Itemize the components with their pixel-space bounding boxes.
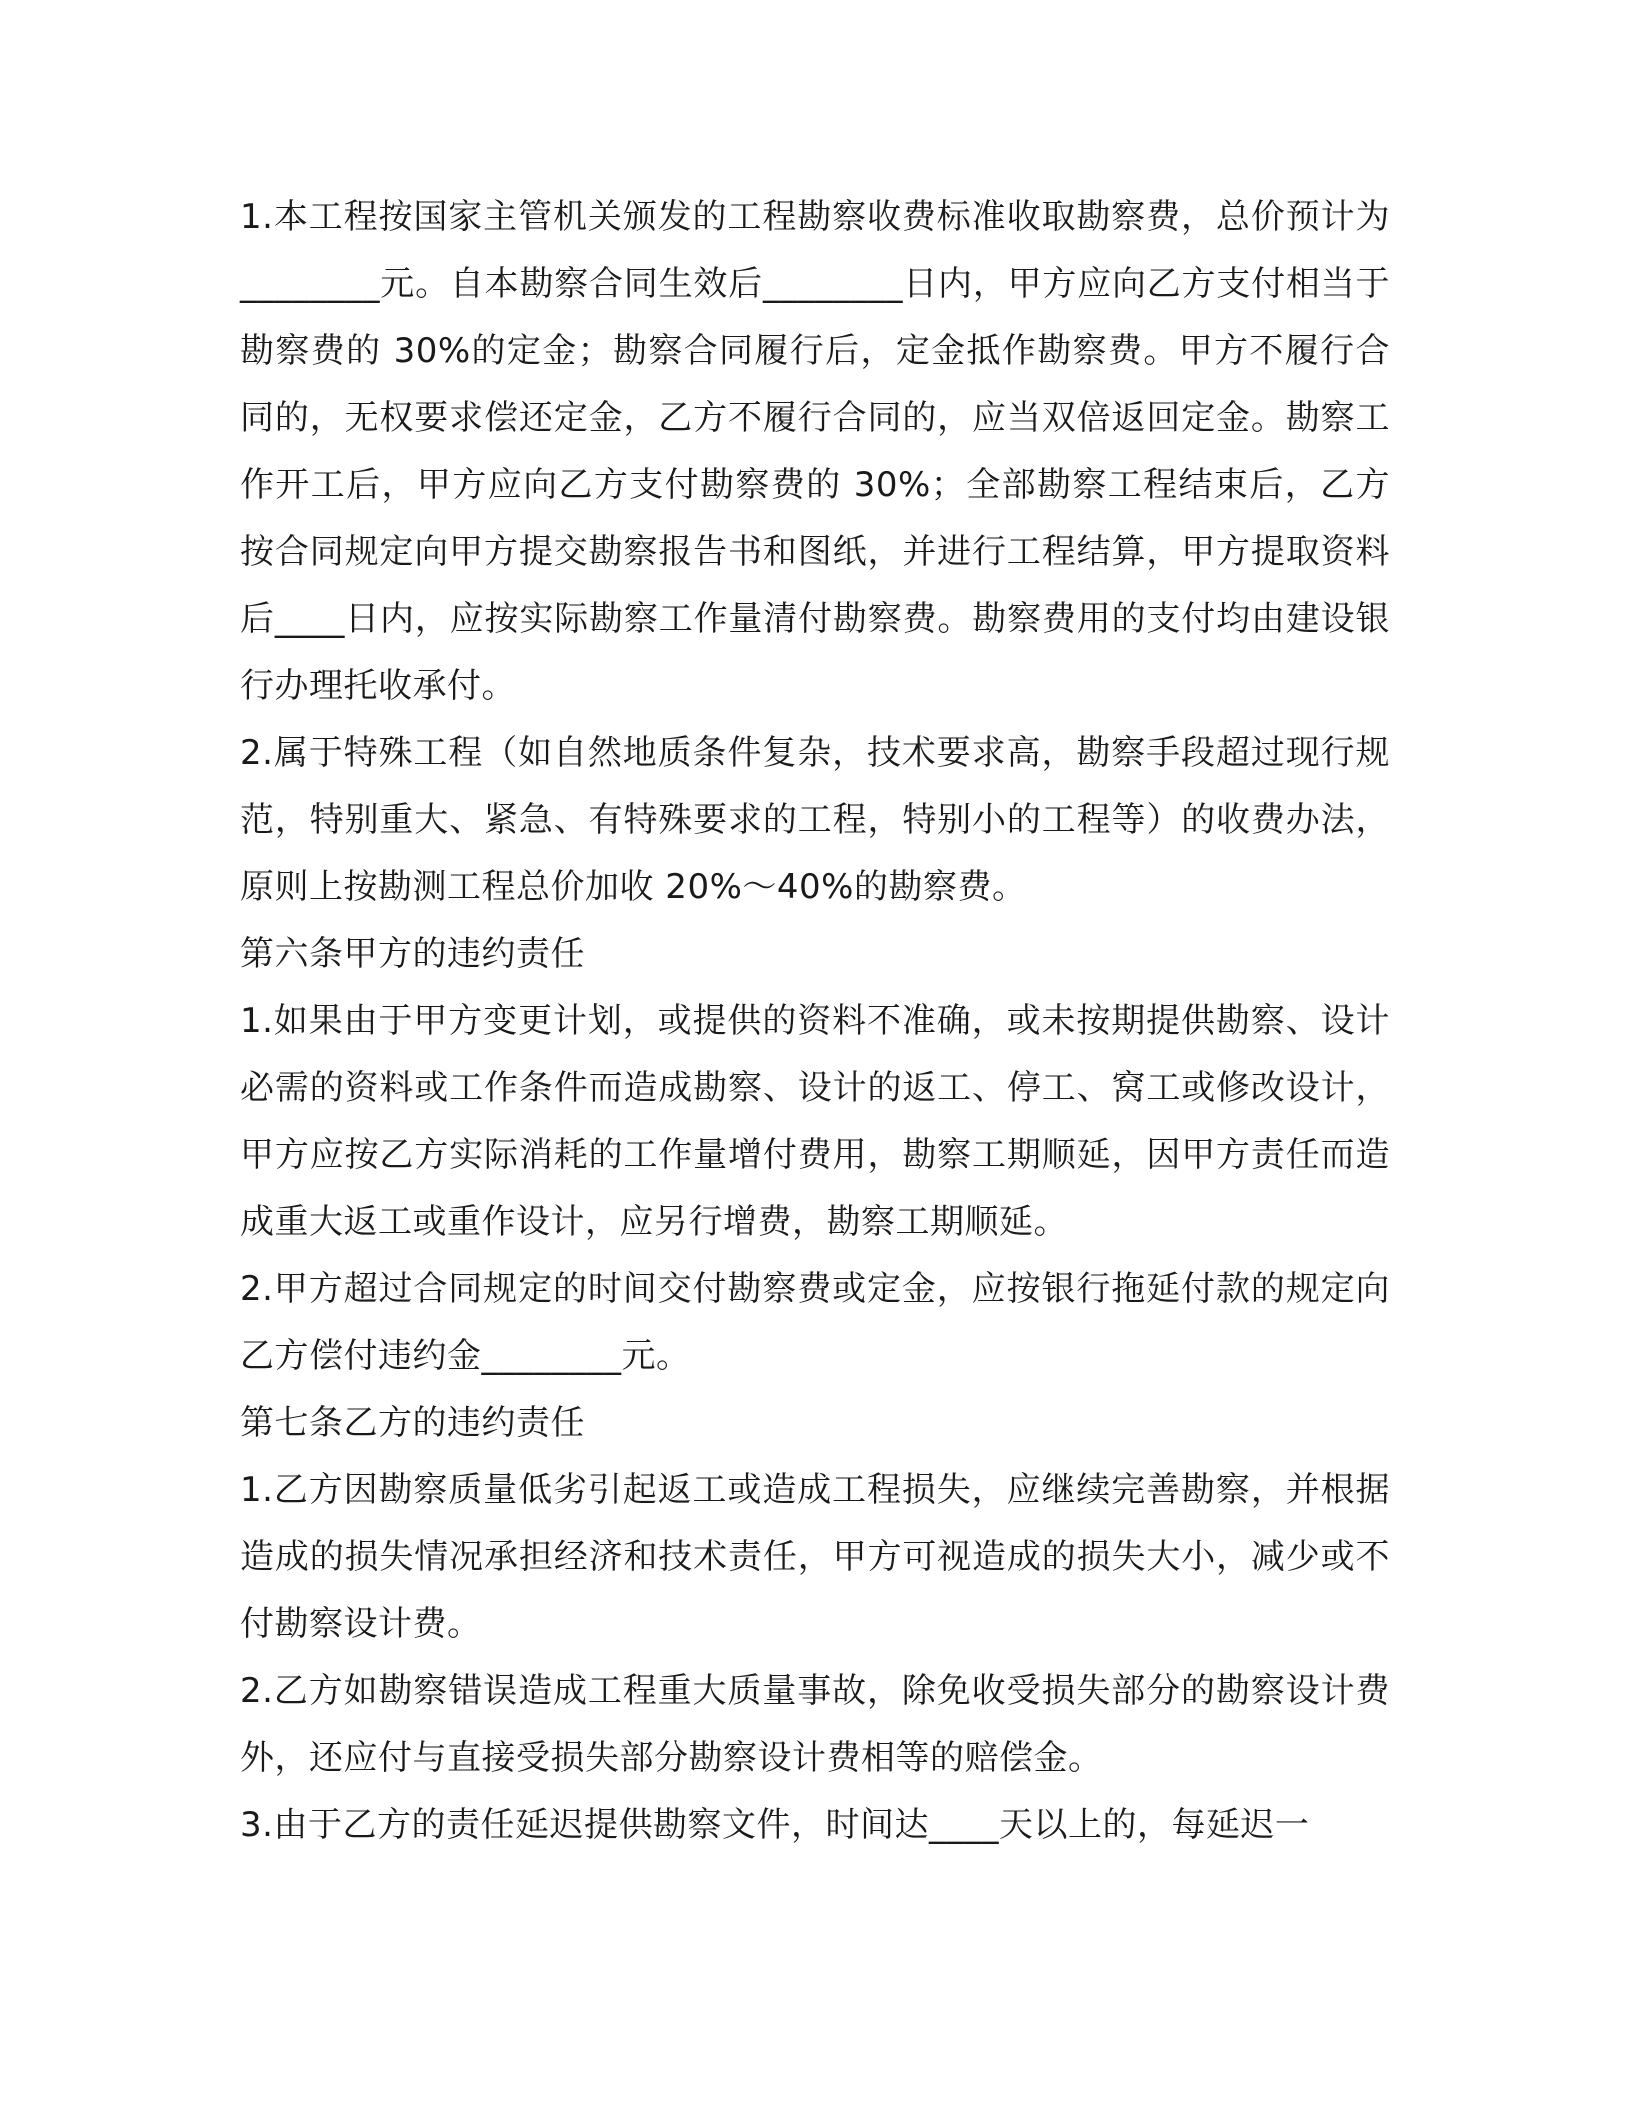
section-heading-party-b-liability: 第七条乙方的违约责任 [240, 1403, 585, 1443]
clause-paragraph-special-projects: 2.属于特殊工程（如自然地质条件复杂，技术要求高，勘察手段超过现行规范，特别重大、紧急、有特殊要求的工程，特别小的工程等）的收费办法，原则上按勘测工程总价加收 20%～40%的勘察费。 [240, 733, 1390, 907]
clause-paragraph-party-a-changes: 1.如果由于甲方变更计划，或提供的资料不准确，或未按期提供勘察、设计必需的资料或工作条件而造成勘察、设计的返工、停工、窝工或修改设计，甲方应按乙方实际消耗的工作量增付费用，勘察工期顺延，因甲方责任而造成重大返工或重作设计，应另行增费，勘察工期顺延。 [240, 1001, 1390, 1242]
clause-paragraph-fee-standard: 1.本工程按国家主管机关颁发的工程勘察收费标准收取勘察费，总价预计为________元。自本勘察合同生效后________日内，甲方应向乙方支付相当于勘察费的 30%的定金；勘察合同履行后，定金抵作勘察费。甲方不履行合同的，无权要求偿还定金，乙方不履行合同的，应当双倍返回定金。勘察工作开工后，甲方应向乙方支付勘察费的 30%；全部勘察工程结束后，乙方按合同规定向甲方提交勘察报告书和图纸，并进行工程结算，甲方提取资料后____日内，应按实际勘察工作量清付勘察费。勘察费用的支付均由建设银行办理托收承付。 [240, 197, 1390, 706]
document-body [240, 184, 1390, 1859]
clause-paragraph-party-b-quality: 1.乙方因勘察质量低劣引起返工或造成工程损失，应继续完善勘察，并根据造成的损失情况承担经济和技术责任，甲方可视造成的损失大小，减少或不付勘察设计费。 [240, 1470, 1390, 1644]
clause-paragraph-party-a-late-payment: 2.甲方超过合同规定的时间交付勘察费或定金，应按银行拖延付款的规定向乙方偿付违约金________元。 [240, 1269, 1390, 1376]
clause-paragraph-party-b-errors: 2.乙方如勘察错误造成工程重大质量事故，除免收受损失部分的勘察设计费外，还应付与直接受损失部分勘察设计费相等的赔偿金。 [240, 1671, 1390, 1778]
section-heading-party-a-liability: 第六条甲方的违约责任 [240, 934, 585, 974]
clause-paragraph-party-b-delay: 3.由于乙方的责任延迟提供勘察文件，时间达____天以上的，每延迟一 [240, 1805, 1310, 1845]
